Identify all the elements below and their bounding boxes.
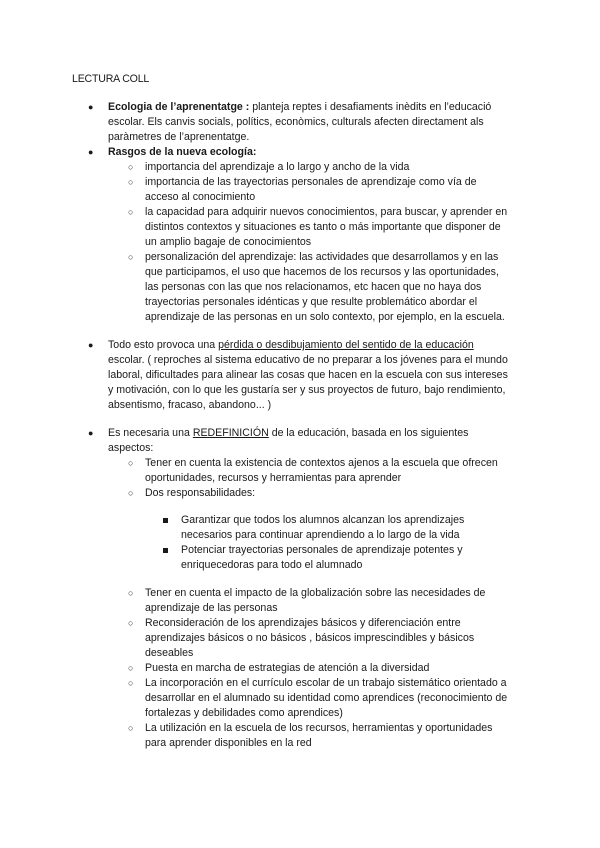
list-item-cont: necesarios para continuar aprendiendo a lo largo de la vida: [181, 529, 460, 541]
text-line: y motivación, con lo que les gustaría ser y sus proyectos de futuro, bajo rendimiento,: [108, 384, 506, 396]
sub-bullet: ○: [128, 177, 134, 187]
list-item-cont: aprendizajes básicos o no básicos , básicos imprescindibles y básicos: [145, 632, 475, 644]
underlined-word: REDEFINICIÓN: [192, 427, 269, 439]
bullet-dot: ●: [88, 340, 94, 350]
text-line: paràmetres de l’aprenentatge.: [108, 131, 250, 143]
text: Es necesaria una: [108, 427, 193, 439]
bullet-perdida: [108, 338, 474, 353]
sub-bullet: ○: [128, 588, 134, 598]
list-item-cont: fortalezas y debilidades como aprendices): [145, 707, 343, 719]
sub-bullet: ○: [128, 488, 134, 498]
term-ecologia: Ecologia de l’aprenentatge :: [108, 101, 250, 113]
sub-bullet: ○: [128, 162, 134, 172]
list-item-cont: para aprender disponibles en la red: [145, 737, 312, 749]
list-item-cont: enriquecedoras para todo el alumnado: [181, 559, 363, 571]
list-item-cont: las personas con las que nos relacionamos, etc hacen que no haya dos: [145, 281, 482, 293]
list-item-cont: oportunidades, recursos y herramientas para aprender: [145, 472, 402, 484]
list-item: la capacidad para adquirir nuevos conocimientos, para buscar, y aprender en: [145, 206, 508, 218]
list-item: Dos responsabilidades:: [145, 487, 256, 499]
list-item-cont: que participamos, el uso que hacemos de los recursos y las oportunidades,: [145, 266, 499, 278]
sub-bullet: ○: [128, 723, 134, 733]
list-item: Reconsideración de los aprendizajes básicos y diferenciación entre: [145, 617, 461, 629]
sub-bullet: ○: [128, 458, 134, 468]
text-line: laboral, dificultades para alinear las cosas que hacen en la escuela con sus intereses: [108, 369, 508, 381]
bullet-dot: ●: [88, 428, 94, 438]
text-line: absentismo, fracaso, abandono... ): [108, 399, 272, 411]
text-line: escolar. ( reproches al sistema educativo de no preparar a los jóvenes para el mundo: [108, 354, 508, 366]
list-item: personalización del aprendizaje: las actividades que desarrollamos y en las: [145, 251, 499, 263]
sub-bullet: ○: [128, 207, 134, 217]
sub-bullet: ○: [128, 663, 134, 673]
list-item: Tener en cuenta el impacto de la globalización sobre las necesidades de: [145, 587, 486, 599]
bullet-redefinicion: [108, 426, 468, 441]
sub-bullet: ○: [128, 618, 134, 628]
list-item-cont: aprendizaje de las personas en un solo contexto, por ejemplo, en la escuela.: [145, 311, 505, 323]
list-item-cont: trayectorias personales idénticas y que resulte problemático abordar el: [145, 296, 478, 308]
list-item: Tener en cuenta la existencia de contextos ajenos a la escuela que ofrecen: [145, 457, 498, 469]
text: de la educación, basada en los siguientes: [268, 427, 469, 439]
list-item-cont: un amplio bagaje de conocimientos: [145, 236, 312, 248]
text-line: escolar. Els canvis socials, polítics, econòmics, culturals afecten directament als: [108, 116, 484, 128]
list-item: importancia del aprendizaje a lo largo y ancho de la vida: [145, 161, 410, 173]
term-rasgos: Rasgos de la nueva ecología:: [108, 146, 257, 158]
list-item-cont: aprendizaje de las personas: [145, 602, 278, 614]
sub-bullet: ○: [128, 252, 134, 262]
list-item-cont: acceso al conocimiento: [145, 191, 256, 203]
list-item-cont: deseables: [145, 647, 194, 659]
bullet-dot: ●: [88, 147, 94, 157]
sub-bullet: ○: [128, 678, 134, 688]
text-line: aspectos:: [108, 442, 154, 454]
text: planteja reptes i desafiaments inèdits en l’educació: [249, 101, 492, 113]
list-item: Potenciar trayectorias personales de aprendizaje potentes y: [181, 544, 463, 556]
square-bullet: [163, 518, 168, 523]
list-item: La utilización en la escuela de los recursos, herramientas y oportunidades: [145, 722, 493, 734]
bullet-dot: ●: [88, 102, 94, 112]
square-bullet: [163, 548, 168, 553]
list-item: Garantizar que todos los alumnos alcanzan los aprendizajes: [181, 514, 465, 526]
list-item: Puesta en marcha de estrategias de atención a la diversidad: [145, 662, 430, 674]
list-item: La incorporación en el currículo escolar de un trabajo sistemático orientado a: [145, 677, 507, 689]
underlined-phrase: pérdida o desdibujamiento del sentido de la educación: [218, 339, 474, 351]
document-title: LECTURA COLL: [72, 73, 150, 85]
list-item: importancia de las trayectorias personales de aprendizaje como vía de: [145, 176, 477, 188]
list-item-cont: distintos contextos y situaciones es tanto o más importante que disponer de: [145, 221, 501, 233]
list-item-cont: desarrollar en el alumnado su identidad como aprendices (reconocimiento de: [145, 692, 508, 704]
bullet-ecologia: [108, 100, 491, 115]
text: Todo esto provoca una: [108, 339, 219, 351]
